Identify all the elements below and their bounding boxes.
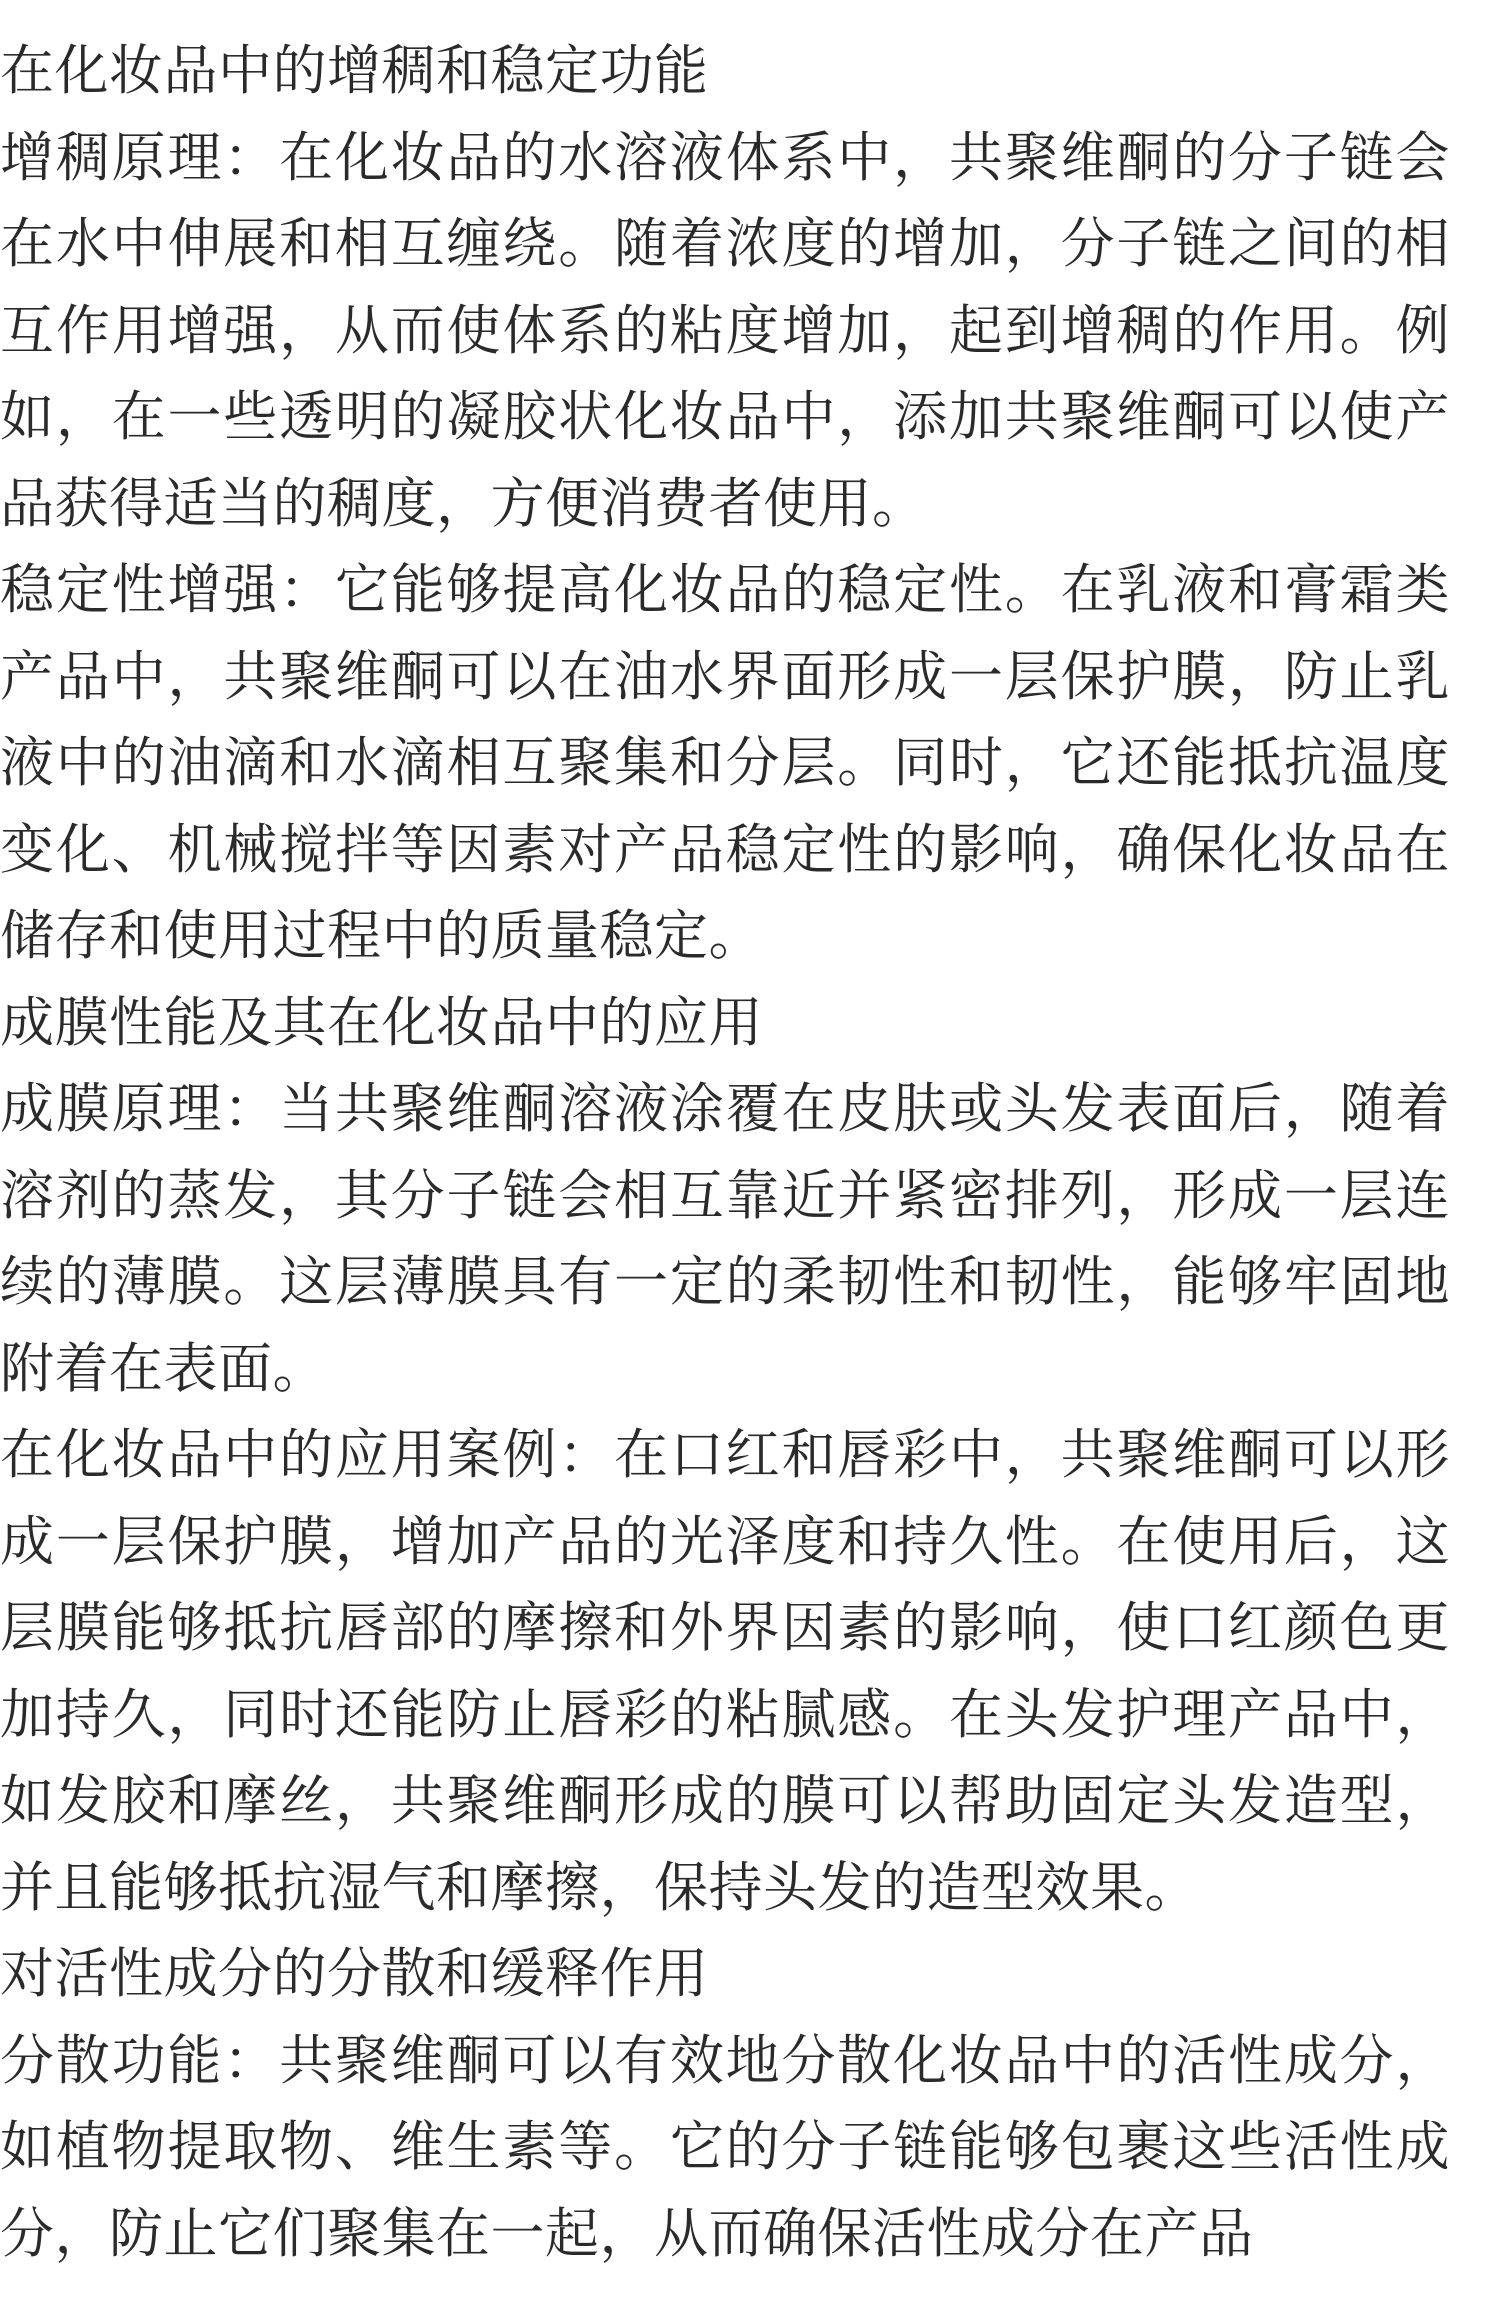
section-heading-dispersion: 对活性成分的分散和缓释作用 — [0, 1942, 709, 2005]
section-heading-film-forming: 成膜性能及其在化妆品中的应用 — [0, 990, 763, 1054]
section-heading-thickening: 在化妆品中的增稠和稳定功能 — [0, 39, 709, 102]
paragraph-film-application: 在化妆品中的应用案例：在口红和唇彩中，共聚维酮可以形成一层保护膜，增加产品的光泽度和持久性。在使用后，这层膜能够抵抗唇部的摩擦和外界因素的影响，使口红颜色更加持久，同时还能防止唇彩的粘腻感。在头发护理产品中，如发胶和摩丝，共聚维酮形成的膜可以帮助固定头发造型，并且能够抵抗湿气和摩擦，保持头发的造型效果。 — [0, 1423, 1450, 1919]
paragraph-stability: 稳定性增强：它能够提高化妆品的稳定性。在乳液和膏霜类产品中，共聚维酮可以在油水界面形成一层保护膜，防止乳液中的油滴和水滴相互聚集和分层。同时，它还能抵抗温度变化、机械搅拌等因素对产品稳定性的影响，确保化妆品在储存和使用过程中的质量稳定。 — [0, 558, 1450, 967]
paragraph-film-principle: 成膜原理：当共聚维酮溶液涂覆在皮肤或头发表面后，随着溶剂的蒸发，其分子链会相互靠近并紧密排列，形成一层连续的薄膜。这层薄膜具有一定的柔韧性和韧性，能够牢固地附着在表面。 — [0, 1077, 1450, 1400]
paragraph-thickening-principle: 增稠原理：在化妆品的水溶液体系中，共聚维酮的分子链会在水中伸展和相互缠绕。随着浓度的增加，分子链之间的相互作用增强，从而使体系的粘度增加，起到增稠的作用。例如，在一些透明的凝胶状化妆品中，添加共聚维酮可以使产品获得适当的稠度，方便消费者使用。 — [0, 125, 1450, 535]
article-body — [0, 28, 1450, 2277]
paragraph-dispersion-function: 分散功能：共聚维酮可以有效地分散化妆品中的活性成分，如植物提取物、维生素等。它的分子链能够包裹这些活性成分，防止它们聚集在一起，从而确保活性成分在产品 — [0, 2028, 1450, 2265]
